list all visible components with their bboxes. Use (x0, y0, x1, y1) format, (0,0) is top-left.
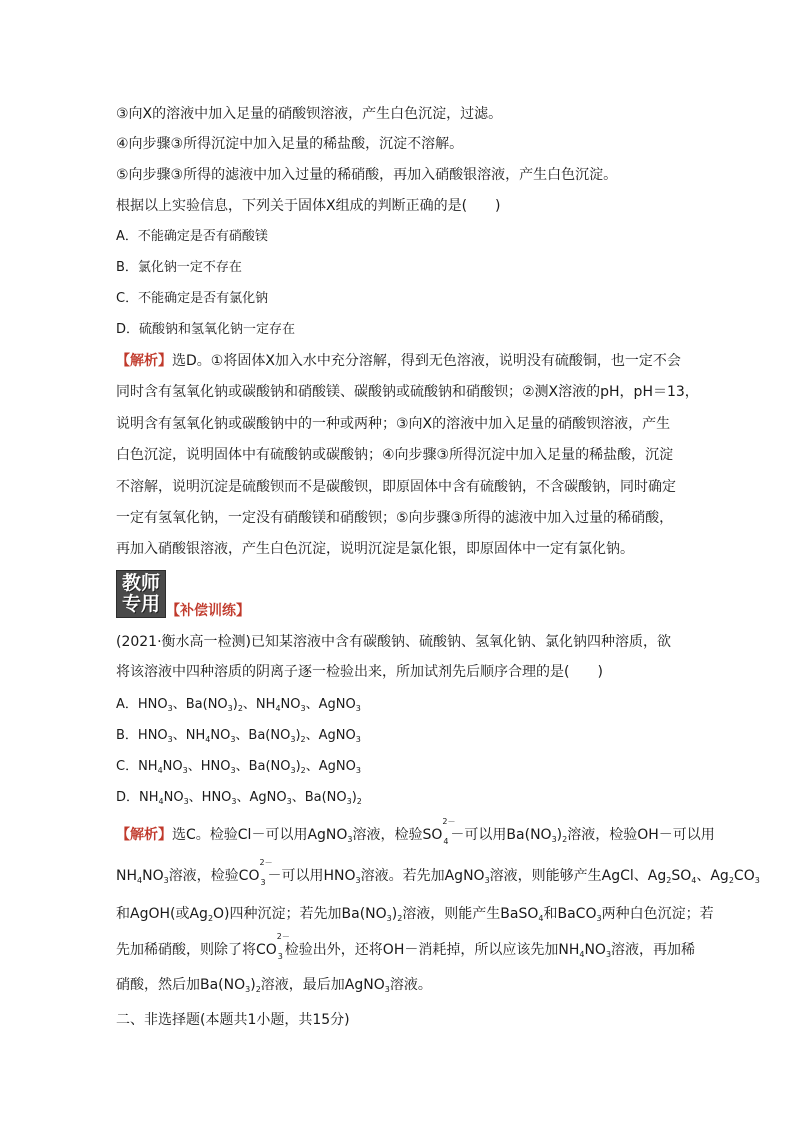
analysis-line-4: 白色沉淀，说明固体中有硫酸钠或碳酸钠；④向步骤③所得沉淀中加入足量的稀盐酸，沉淀 (116, 447, 674, 463)
analysis-line-3: 说明含有氢氧化钠或碳酸钠中的一种或两种；③向X的溶液中加入足量的硝酸钡溶液，产生 (116, 416, 671, 432)
q2-analysis-line-2: $NH_4NO_3$溶液，检验CO 2－ 3 －可以用$HNO_3$溶液。若先加AgNO$_3$溶液，则能够产生AgCl、$Ag_2SO_4$、$Ag_2CO_3$ (116, 858, 760, 887)
analysis-line-6: 一定有氢氧化钠，一定没有硝酸镁和硝酸钡；⑤向步骤③所得的滤液中加入过量的稀硝酸， (116, 510, 674, 526)
teacher-only-badge: 教师 专用 (116, 570, 166, 618)
analysis-tag-2: 【解析】 (116, 827, 172, 843)
analysis-tag: 【解析】 (116, 353, 172, 369)
q2-option-b: B．$HNO_3$、$NH_4NO_3$、$Ba(NO_3)_2$、AgNO$_3$ (116, 728, 361, 744)
analysis-line-7: 再加入硝酸银溶液，产生白色沉淀，说明沉淀是氯化银，即原固体中一定有氯化钠。 (116, 541, 634, 557)
q2-option-c: C．$NH_4NO_3$、$HNO_3$、$Ba(NO_3)_2$、AgNO$_3$ (116, 759, 361, 775)
option-c: C．不能确定是否有氯化钠 (116, 291, 269, 306)
step-4: ④向步骤③所得沉淀中加入足量的稀盐酸，沉淀不溶解。 (116, 136, 464, 152)
analysis-line-2: 同时含有氢氧化钠或碳酸钠和硝酸镁、碳酸钠或硫酸钠和硝酸钡；②测X溶液的pH，pH＝13， (116, 384, 699, 400)
q2-analysis-line-3: 和AgOH(或$Ag_2O$)四种沉淀；若先加$Ba(NO_3)_2$溶液，则能产生BaSO$_4$和BaCO$_3$两种白色沉淀；若 (116, 906, 714, 923)
q2-option-d: D．$NH_4NO_3$、$HNO_3$、AgNO$_3$、$Ba(NO_3)_2$ (116, 790, 362, 806)
analysis-line-5: 不溶解，说明沉淀是硫酸钡而不是碳酸钡，即原固体中含有硫酸钠，不含碳酸钠，同时确定 (116, 479, 676, 495)
q2-analysis-line-1: 【解析】选C。检验Cl－可以用AgNO$_3$溶液，检验SO 2－ 4 －可以用$Ba(NO_3)_2$溶液，检验OH－可以用 (116, 817, 715, 846)
supplement-title: 【补偿训练】 (166, 603, 250, 619)
question2-stem-2: 将该溶液中四种溶质的阴离子逐一检验出来，所加试剂先后顺序合理的是( ) (116, 664, 603, 680)
q2-option-a: A．$HNO_3$、$Ba(NO_3)_2$、$NH_4NO_3$、AgNO$_3$ (116, 697, 361, 713)
step-5: ⑤向步骤③所得的滤液中加入过量的稀硝酸，再加入硝酸银溶液，产生白色沉淀。 (116, 167, 618, 183)
analysis-line-1: 【解析】选D。①将固体X加入水中充分溶解，得到无色溶液，说明没有硫酸铜，也一定不会 (116, 353, 681, 369)
question-stem: 根据以上实验信息，下列关于固体X组成的判断正确的是( ) (116, 198, 501, 214)
q2-analysis-line-5: 硝酸，然后加$Ba(NO_3)_2$溶液，最后加AgNO$_3$溶液。 (116, 977, 432, 994)
q2-analysis-line-4: 先加稀硝酸，则除了将CO 2－ 3 检验出外，还将OH－消耗掉，所以应该先加$NH_4NO_3$溶液，再加稀 (116, 932, 696, 961)
step-3: ③向X的溶液中加入足量的硝酸钡溶液，产生白色沉淀，过滤。 (116, 106, 503, 122)
option-d: D．硫酸钠和氢氧化钠一定存在 (116, 322, 296, 337)
question2-stem-1: (2021·衡水高一检测)已知某溶液中含有碳酸钠、硫酸钠、氢氧化钠、氯化钠四种溶质，欲 (116, 634, 672, 650)
option-b: B．氯化钠一定不存在 (116, 260, 242, 275)
section-heading: 二、非选择题(本题共1小题，共15分) (116, 1012, 350, 1028)
option-a: A．不能确定是否有硝酸镁 (116, 229, 268, 244)
